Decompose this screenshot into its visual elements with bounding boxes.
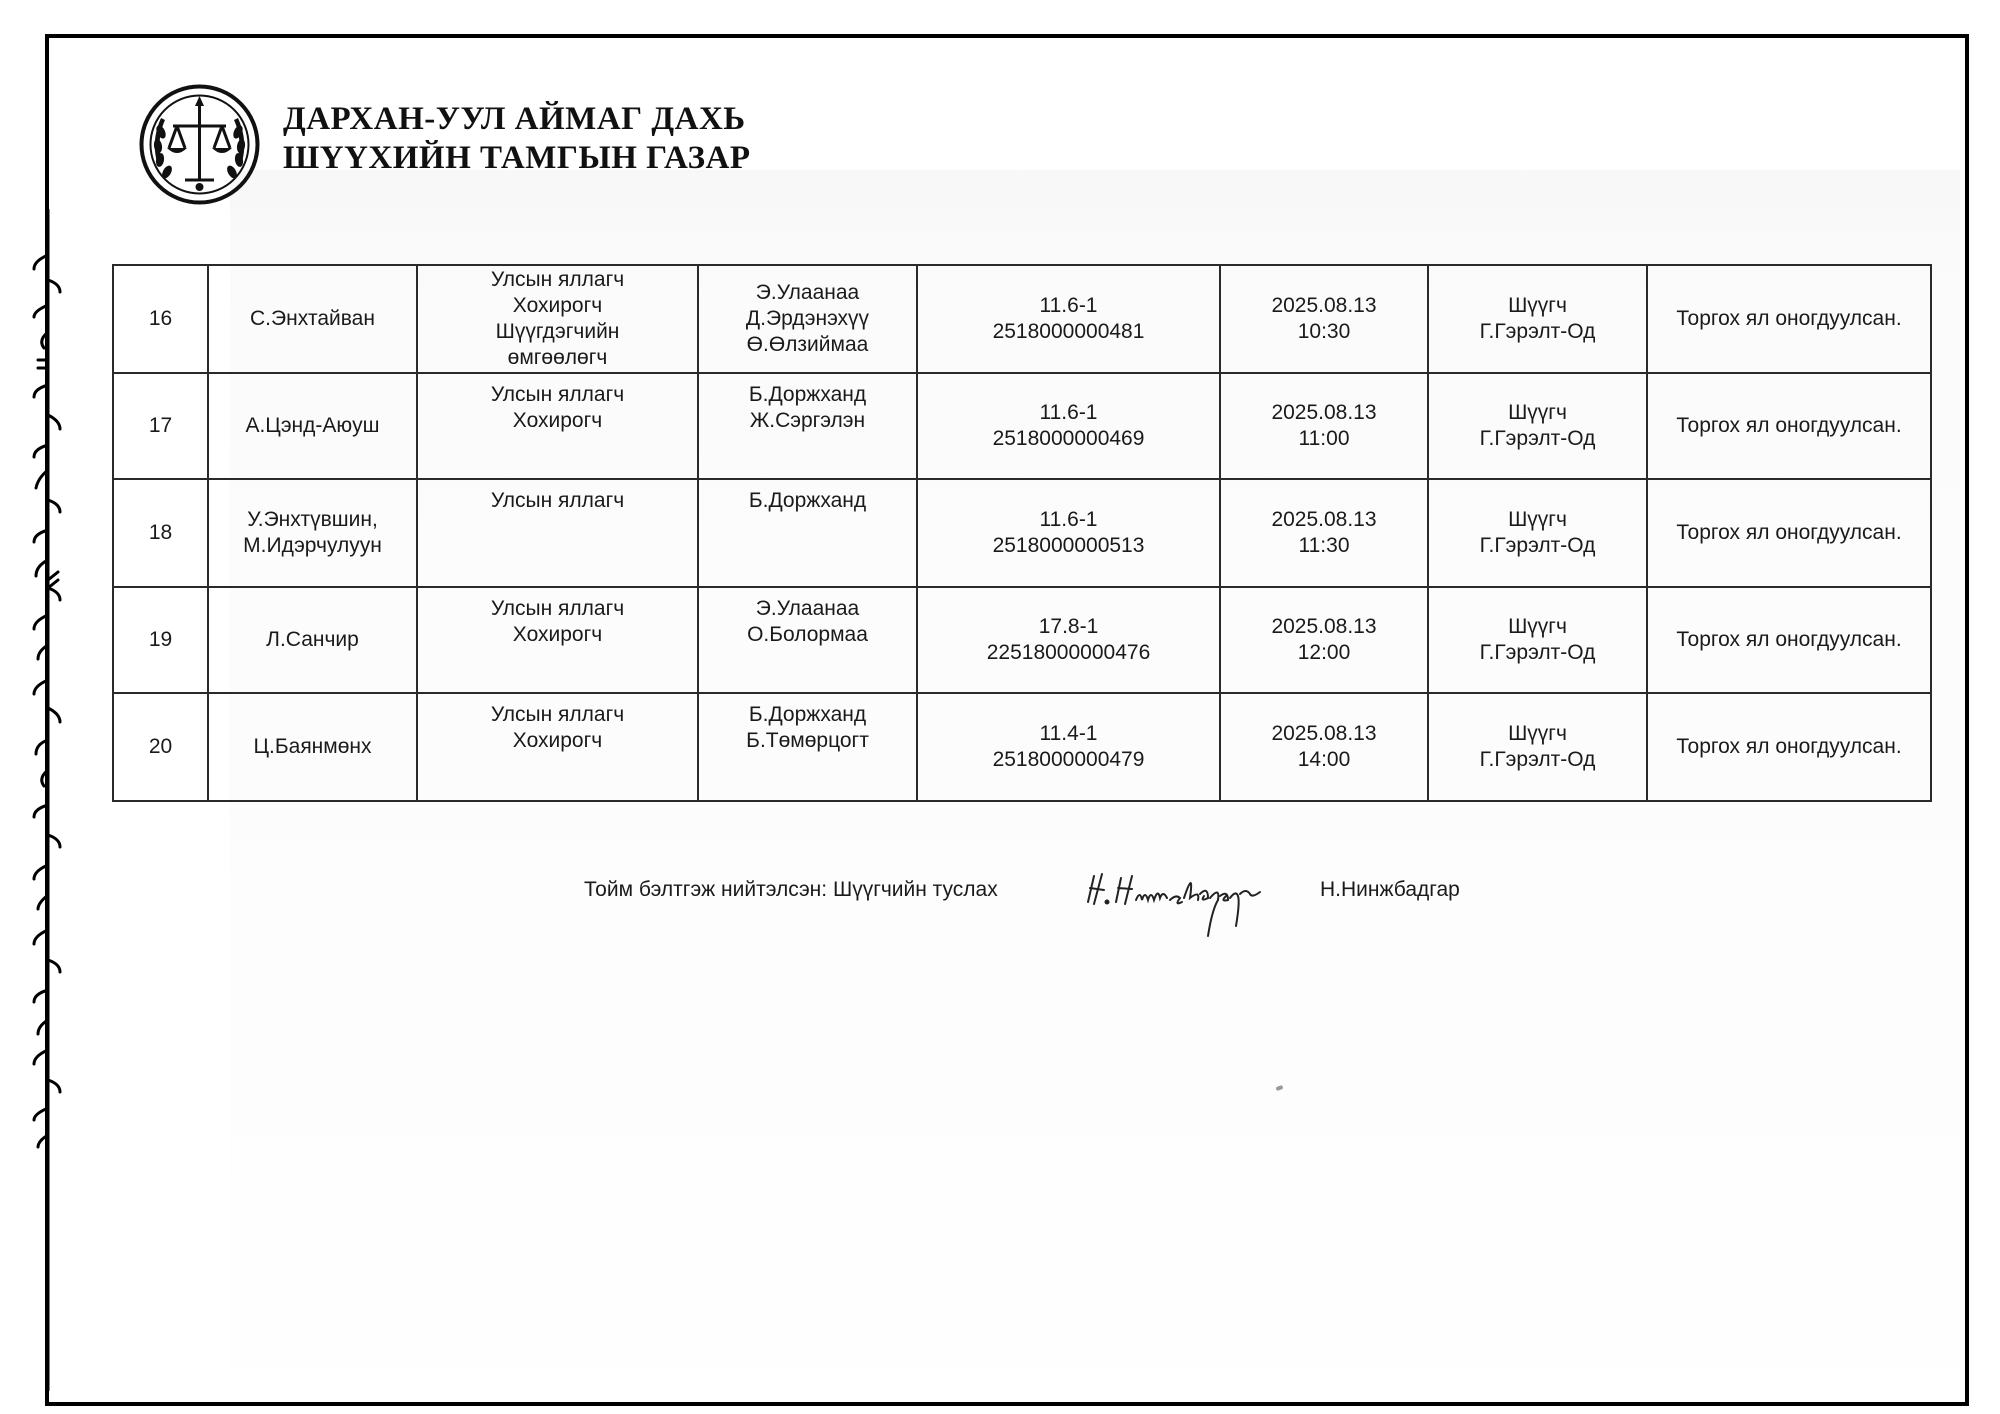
judge-cell <box>1428 479 1647 587</box>
judge-line: Шүүгч <box>1508 722 1567 745</box>
hearing-result-cell: Торгох ял оногдуулсан. <box>1647 693 1931 801</box>
case-article-line: 11.6-1 <box>1039 401 1098 424</box>
hearing-datetime-line: 10:30 <box>1297 320 1351 343</box>
hearing-datetime-cell <box>1220 373 1428 479</box>
case-article-line: 2518000000479 <box>992 748 1145 771</box>
defendant-name-cell <box>208 265 417 373</box>
defendant-name-cell <box>208 373 417 479</box>
organization-title-line2: ШҮҮХИЙН ТАМГЫН ГАЗАР <box>283 140 751 176</box>
hearing-datetime-line: 2025.08.13 <box>1271 615 1377 638</box>
footer <box>0 868 2000 928</box>
case-article-line: 11.6-1 <box>1039 508 1098 531</box>
hearing-datetime-line: 11:30 <box>1298 534 1350 557</box>
case-article-cell <box>917 587 1220 693</box>
case-article-line: 2518000000469 <box>992 427 1145 450</box>
participants-cell <box>417 693 698 801</box>
defendant-name-line: А.Цэнд-Аюуш <box>245 414 380 437</box>
defendant-name-line: М.Идэрчулуун <box>243 534 382 557</box>
judge-line: Г.Гэрэлт-Од <box>1479 748 1596 771</box>
table-row <box>113 373 1931 479</box>
judge-line: Г.Гэрэлт-Од <box>1479 534 1596 557</box>
attendees-line: Э.Улаанаа <box>755 281 860 304</box>
hearing-result-cell: Торгох ял оногдуулсан. <box>1647 373 1931 479</box>
case-article-cell <box>917 479 1220 587</box>
row-number-cell: 16 <box>113 265 208 373</box>
attendees-cell <box>698 479 917 587</box>
participants-line: Улсын яллагч <box>490 383 625 406</box>
row-number-cell: 17 <box>113 373 208 479</box>
participants-line: Улсын яллагч <box>490 268 625 291</box>
case-article-line: 2518000000481 <box>992 320 1145 343</box>
hearing-datetime-line: 2025.08.13 <box>1271 508 1377 531</box>
handwritten-signature <box>1080 860 1280 940</box>
participants-cell <box>417 479 698 587</box>
judge-line: Шүүгч <box>1508 508 1567 531</box>
defendant-name-line: С.Энхтайван <box>250 307 375 330</box>
attendees-cell <box>698 265 917 373</box>
participants-line: Хохирогч <box>512 623 603 646</box>
attendees-cell <box>698 693 917 801</box>
judge-cell <box>1428 373 1647 479</box>
case-article-line: 11.6-1 <box>1039 294 1098 317</box>
case-article-line: 2518000000513 <box>992 534 1145 557</box>
hearing-datetime-line: 11:00 <box>1298 427 1350 450</box>
hearing-datetime-line: 14:00 <box>1297 748 1351 771</box>
judge-line: Шүүгч <box>1508 294 1567 317</box>
attendees-line: Б.Доржханд <box>748 383 867 406</box>
case-article-line: 11.4-1 <box>1039 722 1098 745</box>
hearing-datetime-cell <box>1220 587 1428 693</box>
participants-line: Улсын яллагч <box>490 489 625 512</box>
attendees-cell <box>698 373 917 479</box>
judge-cell <box>1428 693 1647 801</box>
attendees-line: Б.Төмөрцогт <box>746 729 869 752</box>
attendees-cell <box>698 587 917 693</box>
prepared-by-label: Тойм бэлтгэж нийтэлсэн: Шүүгчийн туслах <box>584 878 998 901</box>
case-article-cell <box>917 693 1220 801</box>
defendant-name-cell <box>208 479 417 587</box>
participants-cell <box>417 373 698 479</box>
judge-line: Г.Гэрэлт-Од <box>1479 320 1596 343</box>
participants-line: Улсын яллагч <box>490 597 625 620</box>
assistant-name: Н.Нинжбадгар <box>1320 878 1460 901</box>
side-mongolian-script <box>18 40 78 1400</box>
table-row <box>113 265 1931 373</box>
table-row <box>113 693 1931 801</box>
row-number-cell: 20 <box>113 693 208 801</box>
defendant-name-line: У.Энхтүвшин, <box>247 508 378 531</box>
hearing-schedule-table <box>112 264 1932 802</box>
hearing-result-cell: Торгох ял оногдуулсан. <box>1647 479 1931 587</box>
case-article-line: 22518000000476 <box>986 641 1151 664</box>
participants-line: Хохирогч <box>512 294 603 317</box>
case-article-line: 17.8-1 <box>1038 615 1099 638</box>
participants-cell <box>417 587 698 693</box>
hearing-datetime-line: 2025.08.13 <box>1271 294 1377 317</box>
attendees-line: О.Болормаа <box>747 623 868 646</box>
table-body <box>113 265 1931 801</box>
court-emblem-icon <box>137 82 262 207</box>
judge-line: Шүүгч <box>1508 401 1567 424</box>
participants-line: Шүүгдэгчийн <box>495 320 620 343</box>
hearing-datetime-line: 12:00 <box>1297 641 1351 664</box>
judge-line: Г.Гэрэлт-Од <box>1479 641 1596 664</box>
judge-cell <box>1428 587 1647 693</box>
organization-title <box>283 100 750 178</box>
organization-title-line1: ДАРХАН-УУЛ АЙМАГ ДАХЬ <box>283 101 746 137</box>
hearing-datetime-line: 2025.08.13 <box>1271 401 1377 424</box>
defendant-name-cell <box>208 693 417 801</box>
hearing-datetime-cell <box>1220 265 1428 373</box>
attendees-line: Д.Эрдэнэхүү <box>745 307 870 330</box>
defendant-name-line: Л.Санчир <box>266 628 359 651</box>
participants-line: өмгөөлөгч <box>507 346 608 369</box>
table-row <box>113 479 1931 587</box>
participants-cell <box>417 265 698 373</box>
case-article-cell <box>917 373 1220 479</box>
participants-line: Улсын яллагч <box>490 703 625 726</box>
hearing-result-cell: Торгох ял оногдуулсан. <box>1647 265 1931 373</box>
attendees-line: Ө.Өлзиймаа <box>746 333 869 356</box>
defendant-name-cell <box>208 587 417 693</box>
participants-line: Хохирогч <box>512 729 603 752</box>
attendees-line: Б.Доржханд <box>748 703 867 726</box>
hearing-datetime-line: 2025.08.13 <box>1271 722 1377 745</box>
row-number-cell: 18 <box>113 479 208 587</box>
row-number-cell: 19 <box>113 587 208 693</box>
defendant-name-line: Ц.Баянмөнх <box>253 735 372 758</box>
hearing-datetime-cell <box>1220 693 1428 801</box>
judge-cell <box>1428 265 1647 373</box>
attendees-line: Ж.Сэргэлэн <box>749 409 866 432</box>
judge-line: Г.Гэрэлт-Од <box>1479 427 1596 450</box>
judge-line: Шүүгч <box>1508 615 1567 638</box>
hearing-result-cell: Торгох ял оногдуулсан. <box>1647 587 1931 693</box>
mongolian-script-side-text-icon <box>18 40 78 1400</box>
hearing-datetime-cell <box>1220 479 1428 587</box>
participants-line: Хохирогч <box>512 409 603 432</box>
attendees-line: Э.Улаанаа <box>755 597 860 620</box>
case-article-cell <box>917 265 1220 373</box>
table-row <box>113 587 1931 693</box>
attendees-line: Б.Доржханд <box>748 489 867 512</box>
